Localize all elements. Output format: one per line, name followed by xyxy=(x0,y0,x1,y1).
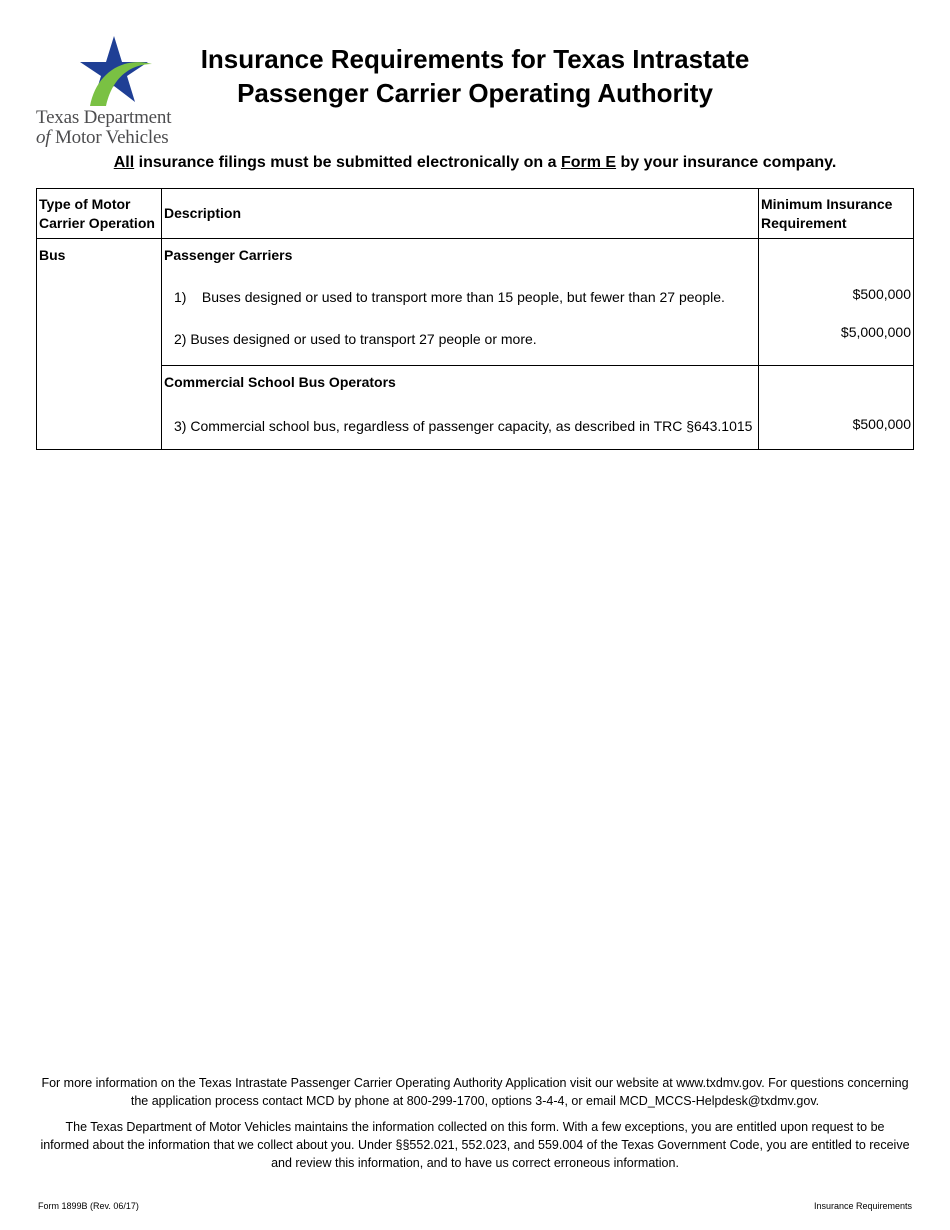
notice-form: Form E xyxy=(560,154,617,171)
title-line2: Passenger Carrier Operating Authority xyxy=(237,78,713,108)
list-item xyxy=(164,289,756,309)
privacy-paragraph: The Texas Department of Motor Vehicles maintains the information collected on this form. With a few exceptions, you are entitled upon request to be informed about the information that we collect about you. Under §§552.021, 552.023, and 559.004 of the Texas Government Code, you are entitled to receive and review this information, and to have us correct erroneous information. xyxy=(40,1120,910,1170)
header-description: Description xyxy=(162,189,759,239)
page-title xyxy=(200,42,750,110)
form-number: Form 1899B (Rev. 06/17) xyxy=(38,1201,139,1211)
form-name: Insurance Requirements xyxy=(813,1201,912,1211)
logo-line1: Texas Department xyxy=(36,107,172,128)
item-number: 2) xyxy=(174,331,187,347)
notice-all: All xyxy=(113,154,135,171)
header-minimum: Minimum Insurance Requirement xyxy=(759,189,914,239)
logo-line2: Motor Vehicles xyxy=(54,127,169,148)
amount-value: $500,000 xyxy=(852,286,911,302)
section-title: Passenger Carriers xyxy=(164,247,293,263)
item-text: Buses designed or used to transport more than 15 people, but fewer than 27 people. xyxy=(201,289,725,305)
operation-type: Bus xyxy=(37,239,162,450)
table-row xyxy=(37,239,914,366)
info-paragraph: For more information on the Texas Intrastate Passenger Carrier Operating Authority Application visit our website at www.txdmv.gov. For questions concerning the application process contact MCD by phone at 800-299-1700, options 3-4-4, or email MCD_MCCS-Helpdesk@txdmv.gov. xyxy=(41,1076,909,1108)
amount-value: $500,000 xyxy=(852,416,911,432)
item-text: Buses designed or used to transport 27 people or more. xyxy=(190,331,537,347)
requirements-table xyxy=(36,188,914,450)
item-number: 3) xyxy=(174,418,187,434)
logo-of: of xyxy=(36,127,51,148)
description-cell xyxy=(162,366,759,450)
section-title: Commercial School Bus Operators xyxy=(164,374,396,390)
amount-value: $5,000,000 xyxy=(840,324,911,340)
item-number: 1) xyxy=(174,289,187,305)
amount-cell xyxy=(759,239,914,366)
notice-middle: insurance filings must be submitted electronically on a xyxy=(134,154,561,171)
list-item xyxy=(164,331,756,351)
star-swoosh-icon xyxy=(34,34,194,114)
title-line1: Insurance Requirements for Texas Intrastate xyxy=(200,44,750,74)
description-cell xyxy=(162,239,759,366)
header-type: Type of Motor Carrier Operation xyxy=(37,189,162,239)
amount-cell xyxy=(759,366,914,450)
logo-wordmark xyxy=(36,108,196,148)
table-row xyxy=(37,366,914,450)
item-text: Commercial school bus, regardless of passenger capacity, as described in TRC §643.1015 xyxy=(190,418,753,434)
table-header-row xyxy=(37,189,914,239)
list-item xyxy=(164,418,756,438)
filing-notice xyxy=(0,154,950,172)
notice-end: by your insurance company. xyxy=(616,154,837,171)
